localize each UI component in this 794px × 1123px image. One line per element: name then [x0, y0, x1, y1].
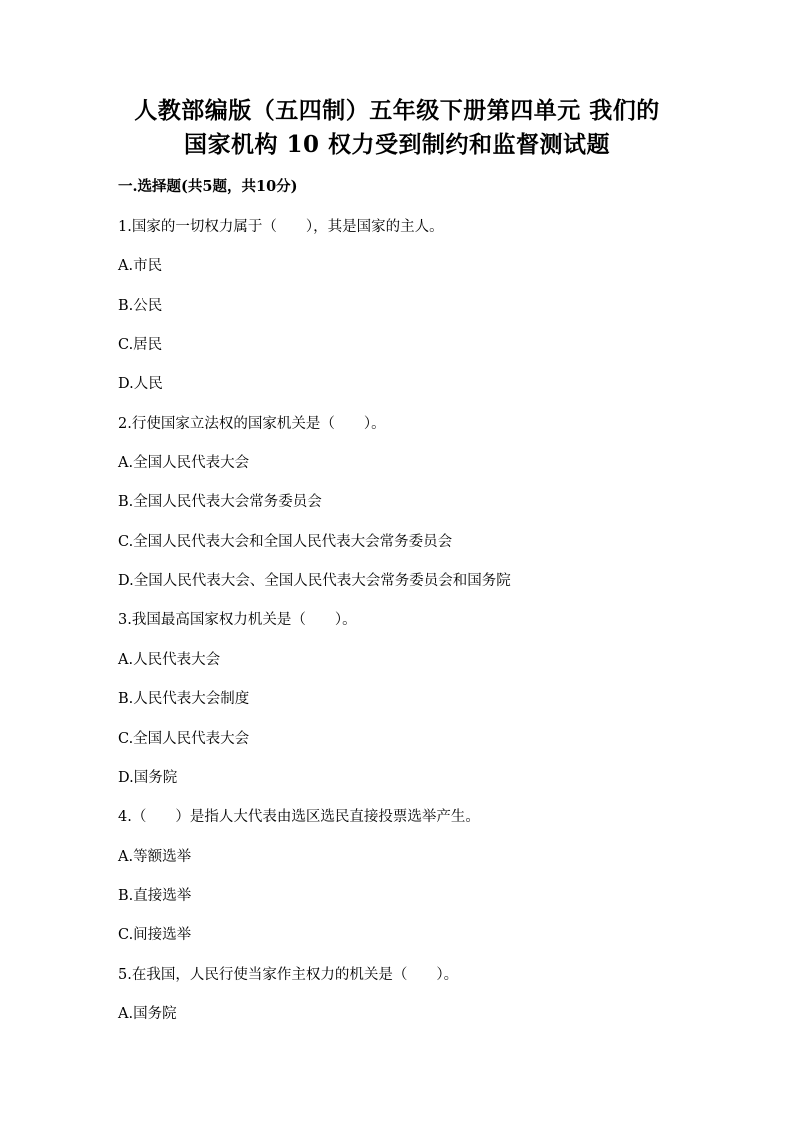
option-5a: A.国务院	[118, 1006, 177, 1022]
document-title-line-1: 人教部编版（五四制）五年级下册第四单元 我们的	[134, 97, 660, 124]
option-3a: A.人民代表大会	[118, 652, 221, 668]
option-1a: A.市民	[118, 258, 163, 274]
option-2c: C.全国人民代表大会和全国人民代表大会常务委员会	[118, 534, 453, 550]
option-3b: B.人民代表大会制度	[118, 691, 250, 707]
option-1b: B.公民	[118, 298, 163, 314]
option-3c: C.全国人民代表大会	[118, 731, 250, 747]
option-2b: B.全国人民代表大会常务委员会	[118, 494, 322, 510]
question-3: 3.我国最高国家权力机关是（ ）。	[118, 612, 357, 628]
question-4: 4.（ ）是指人大代表由选区选民直接投票选举产生。	[118, 809, 480, 825]
section-heading: 一.选择题(共5题，共10分)	[118, 178, 298, 195]
option-4c: C.间接选举	[118, 927, 192, 943]
document-title-line-2: 国家机构 10 权力受到制约和监督测试题	[183, 131, 611, 158]
option-2a: A.全国人民代表大会	[118, 455, 250, 471]
question-5: 5.在我国，人民行使当家作主权力的机关是（ ）。	[118, 967, 459, 983]
question-1: 1.国家的一切权力属于（ ），其是国家的主人。	[118, 219, 444, 235]
question-2: 2.行使国家立法权的国家机关是（ ）。	[118, 416, 386, 432]
option-4a: A.等额选举	[118, 849, 192, 865]
option-4b: B.直接选举	[118, 888, 192, 904]
option-3d: D.国务院	[118, 770, 178, 786]
option-1d: D.人民	[118, 376, 163, 392]
option-2d: D.全国人民代表大会、全国人民代表大会常务委员会和国务院	[118, 573, 511, 589]
option-1c: C.居民	[118, 337, 163, 353]
